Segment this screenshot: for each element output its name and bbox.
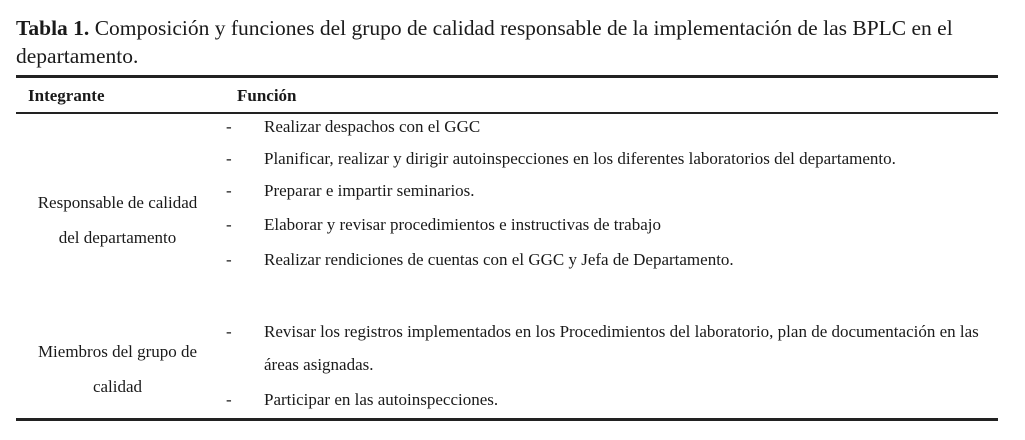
bullet-dash: - [226,181,232,200]
function-text: Elaborar y revisar procedimientos e instructivas de trabajo [264,215,661,234]
member-responsable-calidad [20,185,215,255]
caption-label: Tabla 1. [16,16,90,40]
table-top-rule [16,75,998,78]
table-caption [16,14,1011,70]
caption-text: Composición y funciones del grupo de calidad responsable de la implementación de las BPLC en el departamento. [16,16,953,68]
function-text: Realizar despachos con el GGC [264,117,481,136]
bullet-dash: - [226,322,232,341]
bullet-dash: - [226,117,232,136]
bullet-dash: - [226,250,232,269]
member-label-line: Responsable de calidad [37,193,198,212]
function-text: Revisar los registros implementados en los Procedimientos del laboratorio, plan de documentación en las áreas asignadas. [264,322,979,374]
function-text: Realizar rendiciones de cuentas con el GGC y Jefa de Departamento. [264,250,734,269]
bullet-dash: - [226,149,232,168]
member-label-line: calidad [92,377,143,396]
bullet-dash: - [226,390,232,409]
member-miembros-grupo [20,334,215,404]
function-text: Planificar, realizar y dirigir autoinspecciones en los diferentes laboratorios del departamento. [264,149,896,168]
header-funcion: Función [237,86,297,105]
header-integrante: Integrante [28,86,105,105]
table-bottom-rule [16,418,998,421]
header-rule [16,112,998,114]
member-label-line: del departamento [58,228,177,247]
member-label-line: Miembros del grupo de [37,342,198,361]
function-text: Participar en las autoinspecciones. [264,390,499,409]
bullet-dash: - [226,215,232,234]
function-text: Preparar e impartir seminarios. [264,181,475,200]
